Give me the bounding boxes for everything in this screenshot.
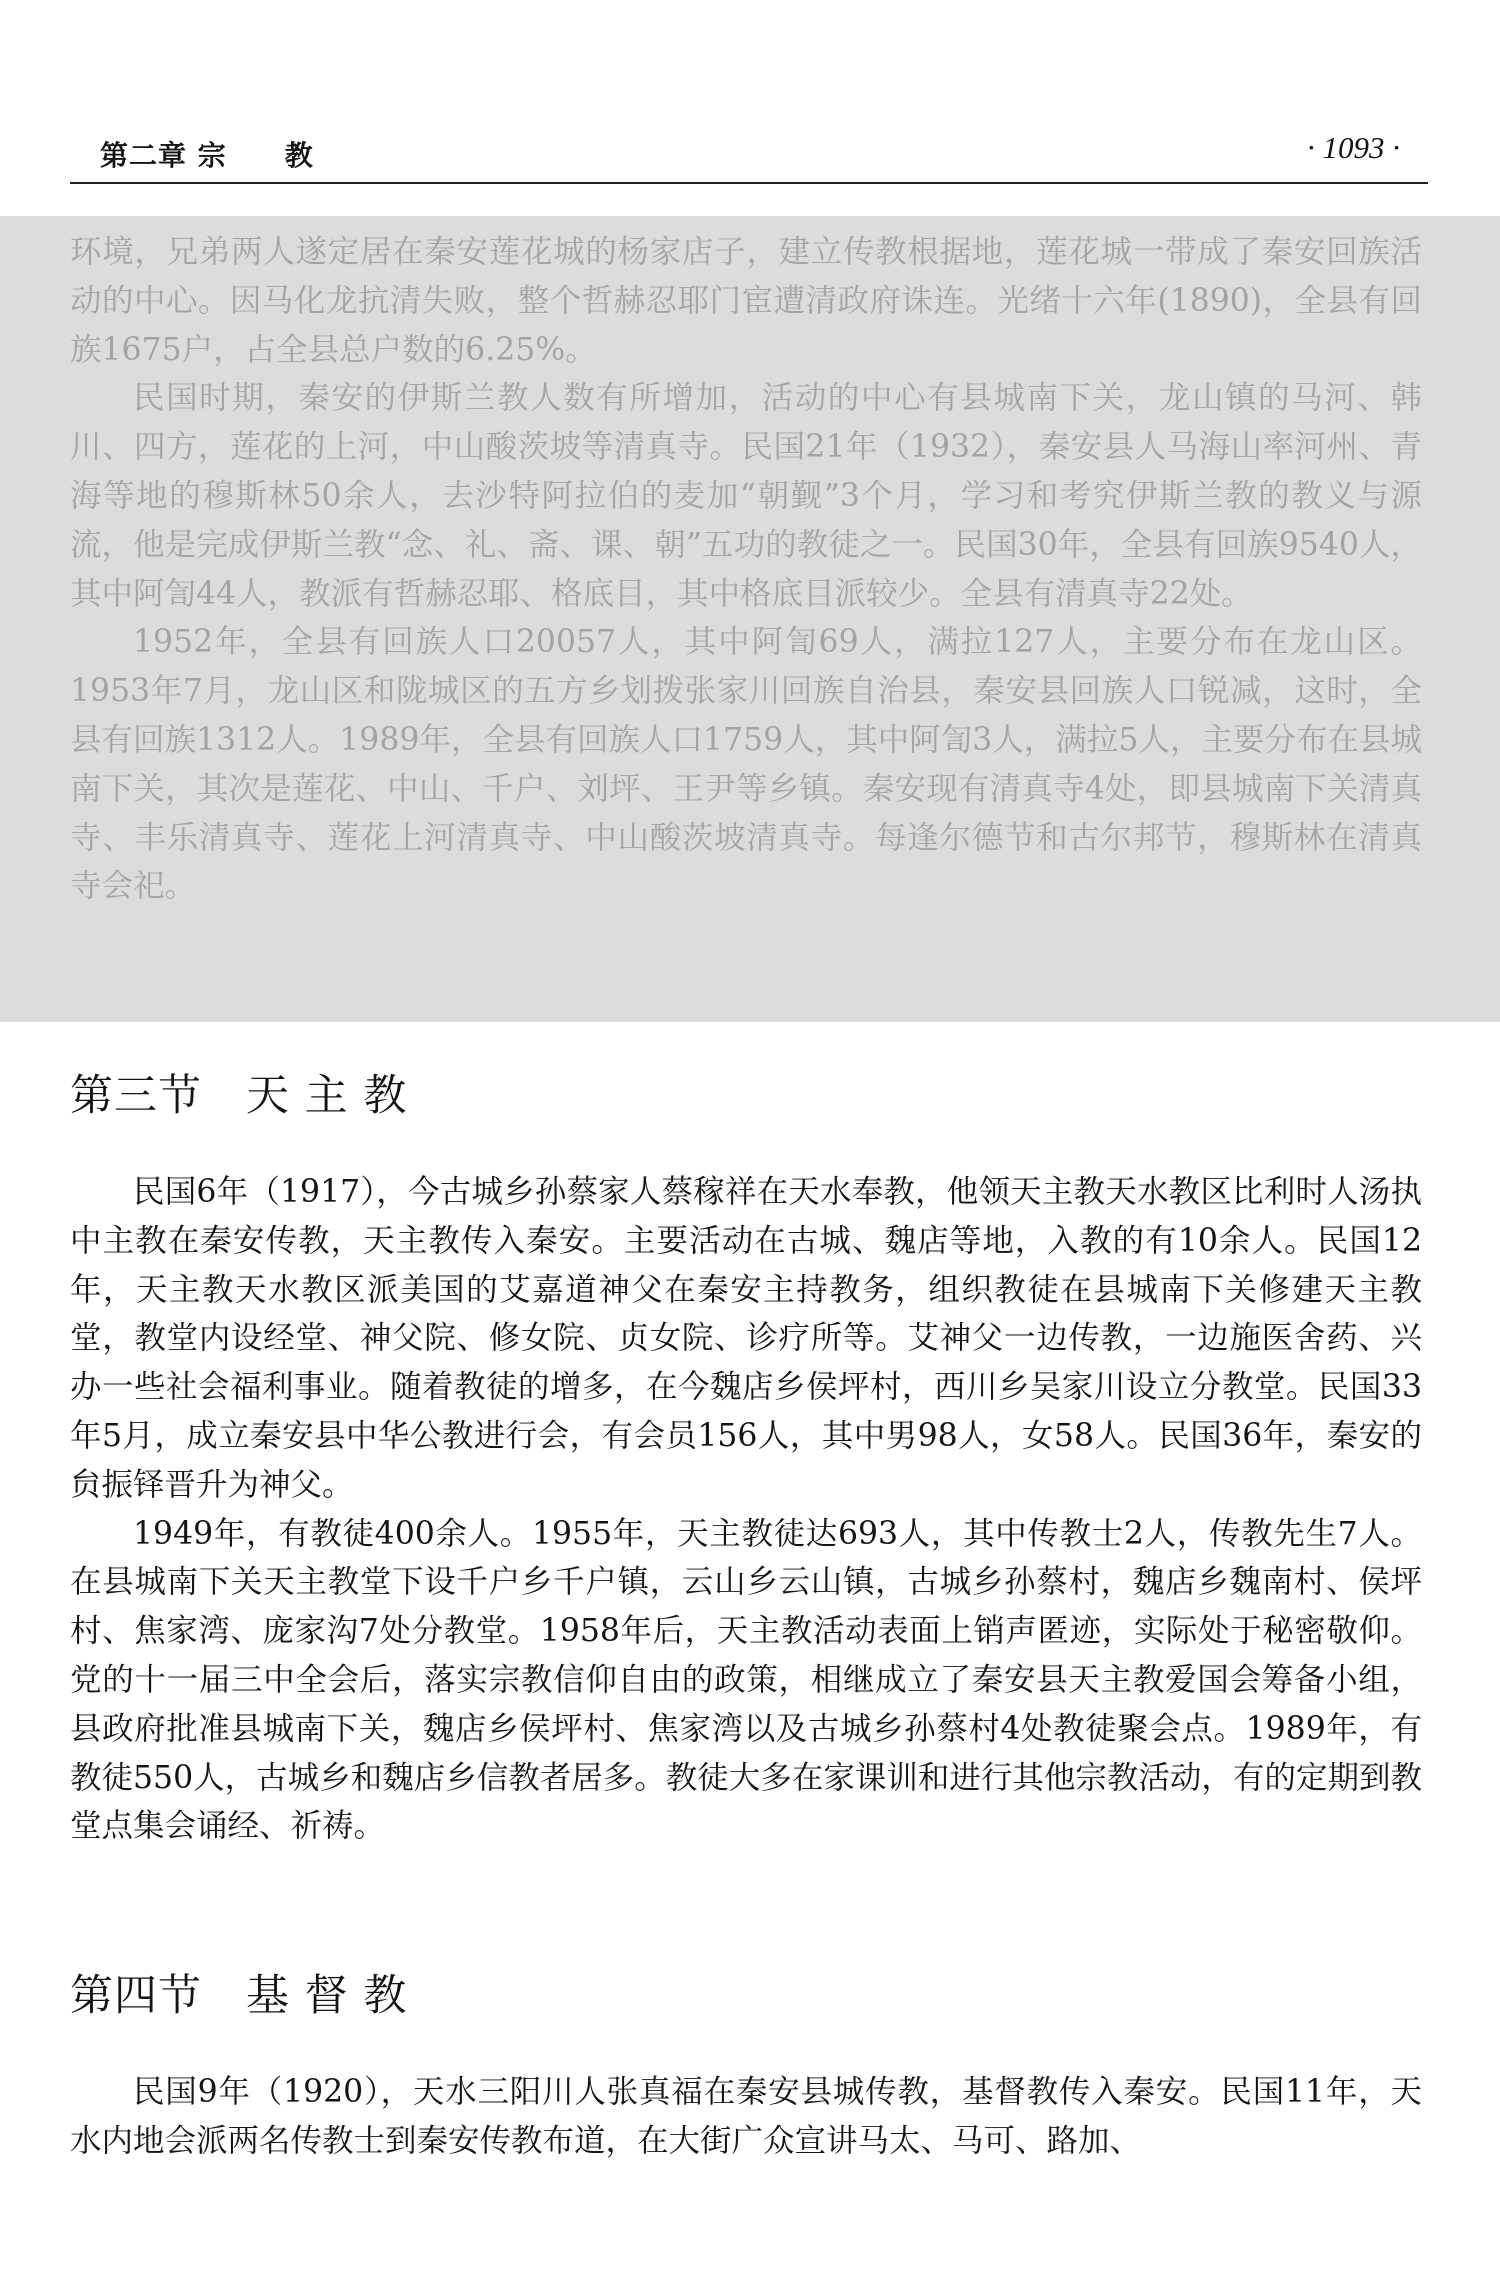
paragraph: 民国9年（1920），天水三阳川人张真福在秦安县城传教，基督教传入秦安。民国11年，天水内地会派两名传教士到秦安传教布道，在大街广众宣讲马太、马可、路加、	[70, 2074, 1422, 2159]
section-christianity-body	[70, 2068, 1422, 2166]
section-title-christianity: 第四节 基 督 教	[70, 1971, 408, 2021]
continued-section-text	[70, 228, 1422, 911]
paragraph: 1952年，全县有回族人口20057人，其中阿訇69人，满拉127人，主要分布在龙山区。1953年7月，龙山区和陇城区的五方乡划拨张家川回族自治县，秦安县回族人口锐减，这时，全县有回族1312人。1989年，全县有回族人口1759人，其中阿訇3人，满拉5人，主要分布在县城南下关，其次是莲花、中山、千户、刘坪、王尹等乡镇。秦安现有清真寺4处，即县城南下关清真寺、丰乐清真寺、莲花上河清真寺、中山酸茨坡清真寺。每逢尔德节和古尔邦节，穆斯林在清真寺会祀。	[70, 624, 1422, 905]
paragraph: 环境，兄弟两人遂定居在秦安莲花城的杨家店子，建立传教根据地，莲花城一带成了秦安回族活动的中心。因马化龙抗清失败，整个哲赫忍耶门宦遭清政府诛连。光绪十六年(1890)，全县有回族1675户，占全县总户数的6.25%。	[70, 234, 1422, 368]
paragraph: 1949年，有教徒400余人。1955年，天主教徒达693人，其中传教士2人，传教先生7人。在县城南下关天主教堂下设千户乡千户镇，云山乡云山镇，古城乡孙蔡村，魏店乡魏南村、侯坪村、焦家湾、庞家沟7处分教堂。1958年后，天主教活动表面上销声匿迹，实际处于秘密敬仰。党的十一届三中全会后，落实宗教信仰自由的政策，相继成立了秦安县天主教爱国会筹备小组，县政府批准县城南下关，魏店乡侯坪村、焦家湾以及古城乡孙蔡村4处教徒聚会点。1989年，有教徒550人，古城乡和魏店乡信教者居多。教徒大多在家课训和进行其他宗教活动，有的定期到教堂点集会诵经、祈祷。	[70, 1515, 1422, 1845]
paragraph: 民国6年（1917），今古城乡孙蔡家人蔡稼祥在天水奉教，他领天主教天水教区比利时人汤执中主教在秦安传教，天主教传入秦安。主要活动在古城、魏店等地，入教的有10余人。民国12年，天主教天水教区派美国的艾嘉道神父在秦安主持教务，组织教徒在县城南下关修建天主教堂，教堂内设经堂、神父院、修女院、贞女院、诊疗所等。艾神父一边传教，一边施医舍药、兴办一些社会福利事业。随着教徒的增多，在今魏店乡侯坪村，西川乡吴家川设立分教堂。民国33年5月，成立秦安县中华公教进行会，有会员156人，其中男98人，女58人。民国36年，秦安的贠振铎晋升为神父。	[70, 1174, 1422, 1503]
running-header	[70, 128, 1428, 184]
section-catholicism-body	[70, 1168, 1422, 1851]
section-title-catholicism: 第三节 天 主 教	[70, 1071, 408, 1121]
chapter-title: 第二章 宗 教	[100, 139, 314, 172]
paragraph: 民国时期，秦安的伊斯兰教人数有所增加，活动的中心有县城南下关，龙山镇的马河、韩川、四方，莲花的上河，中山酸茨坡等清真寺。民国21年（1932），秦安县人马海山率河州、青海等地的穆斯林50余人，去沙特阿拉伯的麦加“朝觐”3个月，学习和考究伊斯兰教的教义与源流，他是完成伊斯兰教“念、礼、斋、课、朝”五功的教徒之一。民国30年，全县有回族9540人，其中阿訇44人，教派有哲赫忍耶、格底目，其中格底目派较少。全县有清真寺22处。	[70, 380, 1422, 612]
page-number: · 1093 ·	[1307, 130, 1400, 165]
shaded-continued-section	[0, 216, 1500, 1022]
